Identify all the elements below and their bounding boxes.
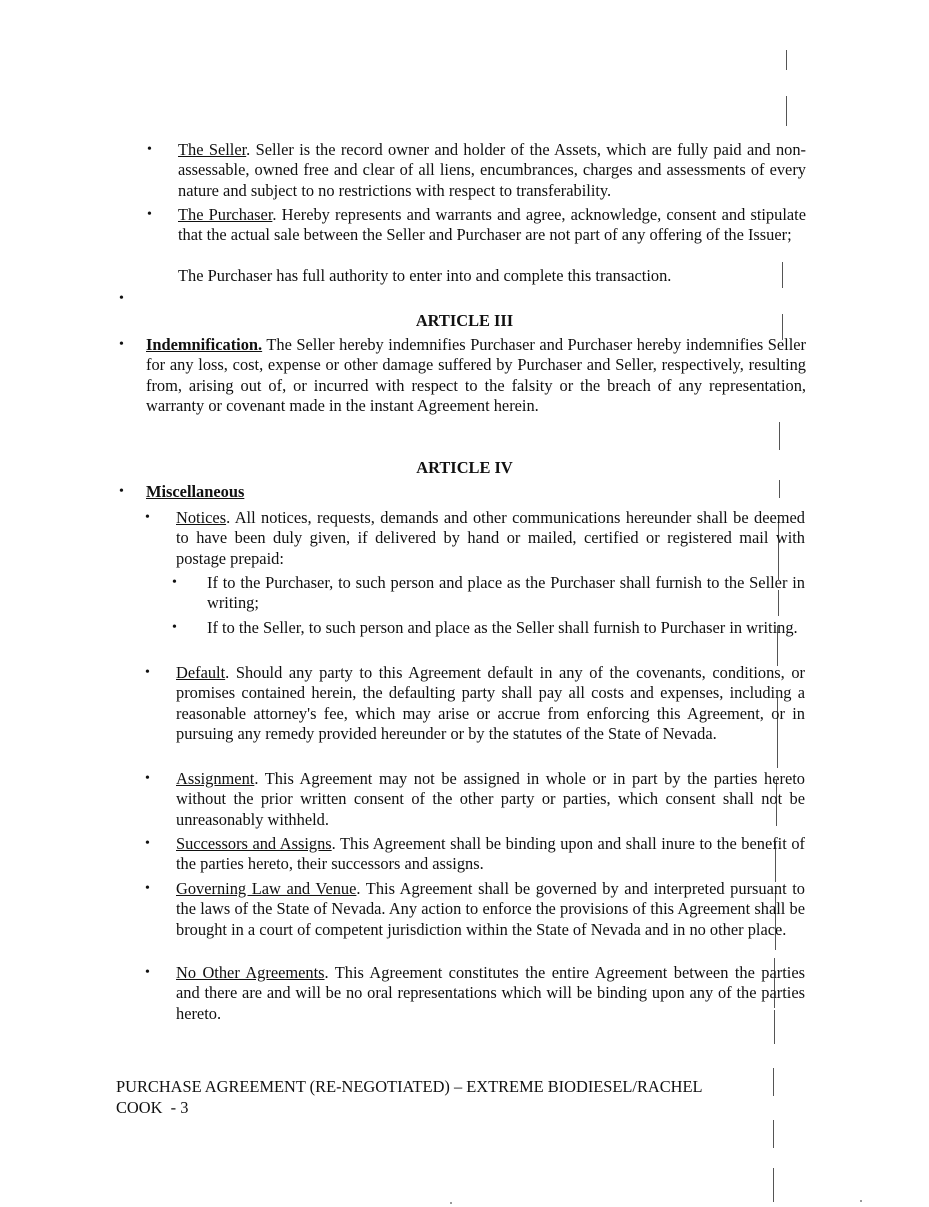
purchaser-text: . Hereby represents and warrants and agree, acknowledge, consent and stipulate that the actual sale between the Seller and Purchaser are not part of any offering of the Issuer; <box>178 205 806 245</box>
bullet: • <box>145 510 150 525</box>
successors-text: . This Agreement shall be binding upon and shall inure to the benefit of the parties hereto, their successors and assigns. <box>176 834 805 874</box>
bullet: • <box>145 836 150 851</box>
seller-paragraph <box>178 140 806 201</box>
seller-title: The Seller <box>178 140 247 159</box>
governing-title: Governing Law and Venue <box>176 879 357 898</box>
governing-text: . This Agreement shall be governed by and interpreted pursuant to the laws of the State of Nevada. Any action to enforce the provisions of this Agreement shall be brought in a court of competent jurisdiction within the State of Nevada and in no other place. <box>176 879 805 939</box>
bullet: • <box>172 575 177 590</box>
scan-speck <box>450 1202 452 1204</box>
governing-paragraph <box>176 879 805 940</box>
footer-line-2: COOK - 3 <box>116 1098 189 1117</box>
successors-title: Successors and Assigns <box>176 834 332 853</box>
footer-line-1: PURCHASE AGREEMENT (RE-NEGOTIATED) – EXTREME BIODIESEL/RACHEL <box>116 1077 703 1096</box>
assignment-paragraph <box>176 769 805 830</box>
revision-bar <box>779 480 780 498</box>
notices-title: Notices <box>176 508 227 527</box>
article-4-heading: ARTICLE IV <box>416 458 513 477</box>
notice-to-purchaser: If to the Purchaser, to such person and place as the Purchaser shall furnish to the Seller in writing; <box>207 573 805 613</box>
default-text: . Should any party to this Agreement default in any of the covenants, conditions, or promises contained herein, the defaulting party shall pay all costs and expenses, including a reasonable attorney's fee, which may arise or accrue from enforcing this Agreement, or in pursuing any remedy provided hereunder or by the statutes of the State of Nevada. <box>176 663 805 743</box>
purchaser-paragraph <box>178 205 806 246</box>
revision-bar <box>779 422 780 450</box>
indemnification-text: The Seller hereby indemnifies Purchaser and Purchaser hereby indemnifies Seller for any loss, cost, expense or other damage suffered by Purchaser and Seller, respectively, resulting from, arising out of, or incurred with respect to the falsity or the breach of any representation, warranty or covenant made in the instant Agreement herein. <box>146 335 806 415</box>
notices-paragraph <box>176 508 805 569</box>
revision-bar <box>786 50 787 70</box>
bullet: • <box>147 142 152 157</box>
bullet: • <box>119 484 124 499</box>
miscellaneous-title: Miscellaneous <box>146 482 245 501</box>
no-other-text: . This Agreement constitutes the entire Agreement between the parties and there are and will be no oral representations which will be binding upon any of the parties hereto. <box>176 963 805 1023</box>
assignment-text: . This Agreement may not be assigned in whole or in part by the parties hereto without the prior written consent of the other party or parties, which consent shall not be unreasonably withheld. <box>176 769 805 829</box>
no-other-title: No Other Agreements <box>176 963 325 982</box>
empty-bullet: • <box>119 291 124 306</box>
bullet: • <box>119 337 124 352</box>
seller-text: . Seller is the record owner and holder of the Assets, which are fully paid and non-assessable, owned free and clear of all liens, encumbrances, charges and assessments of every nature and subject to no restrictions with respect to transferability. <box>178 140 806 200</box>
purchaser-authority: The Purchaser has full authority to enter into and complete this transaction. <box>178 266 672 285</box>
bullet: • <box>172 620 177 635</box>
default-paragraph <box>176 663 805 744</box>
revision-bar <box>773 1168 774 1202</box>
purchaser-title: The Purchaser <box>178 205 273 224</box>
indemnification-paragraph <box>146 335 806 416</box>
bullet: • <box>145 881 150 896</box>
indemnification-title: Indemnification. <box>146 335 263 354</box>
no-other-paragraph <box>176 963 805 1024</box>
revision-bar <box>773 1120 774 1148</box>
default-title: Default <box>176 663 226 682</box>
bullet: • <box>145 965 150 980</box>
assignment-title: Assignment <box>176 769 255 788</box>
bullet: • <box>145 771 150 786</box>
notices-text: . All notices, requests, demands and other communications hereunder shall be deemed to have been duly given, if delivered by hand or mailed, certified or registered mail with postage prepaid: <box>176 508 805 568</box>
article-3-heading: ARTICLE III <box>415 311 514 330</box>
bullet: • <box>147 207 152 222</box>
scan-speck <box>860 1200 862 1202</box>
bullet: • <box>145 665 150 680</box>
revision-bar <box>786 96 787 126</box>
successors-paragraph <box>176 834 805 875</box>
page-footer <box>116 1076 776 1118</box>
notice-to-seller: If to the Seller, to such person and place as the Seller shall furnish to Purchaser in writing. <box>207 618 798 637</box>
